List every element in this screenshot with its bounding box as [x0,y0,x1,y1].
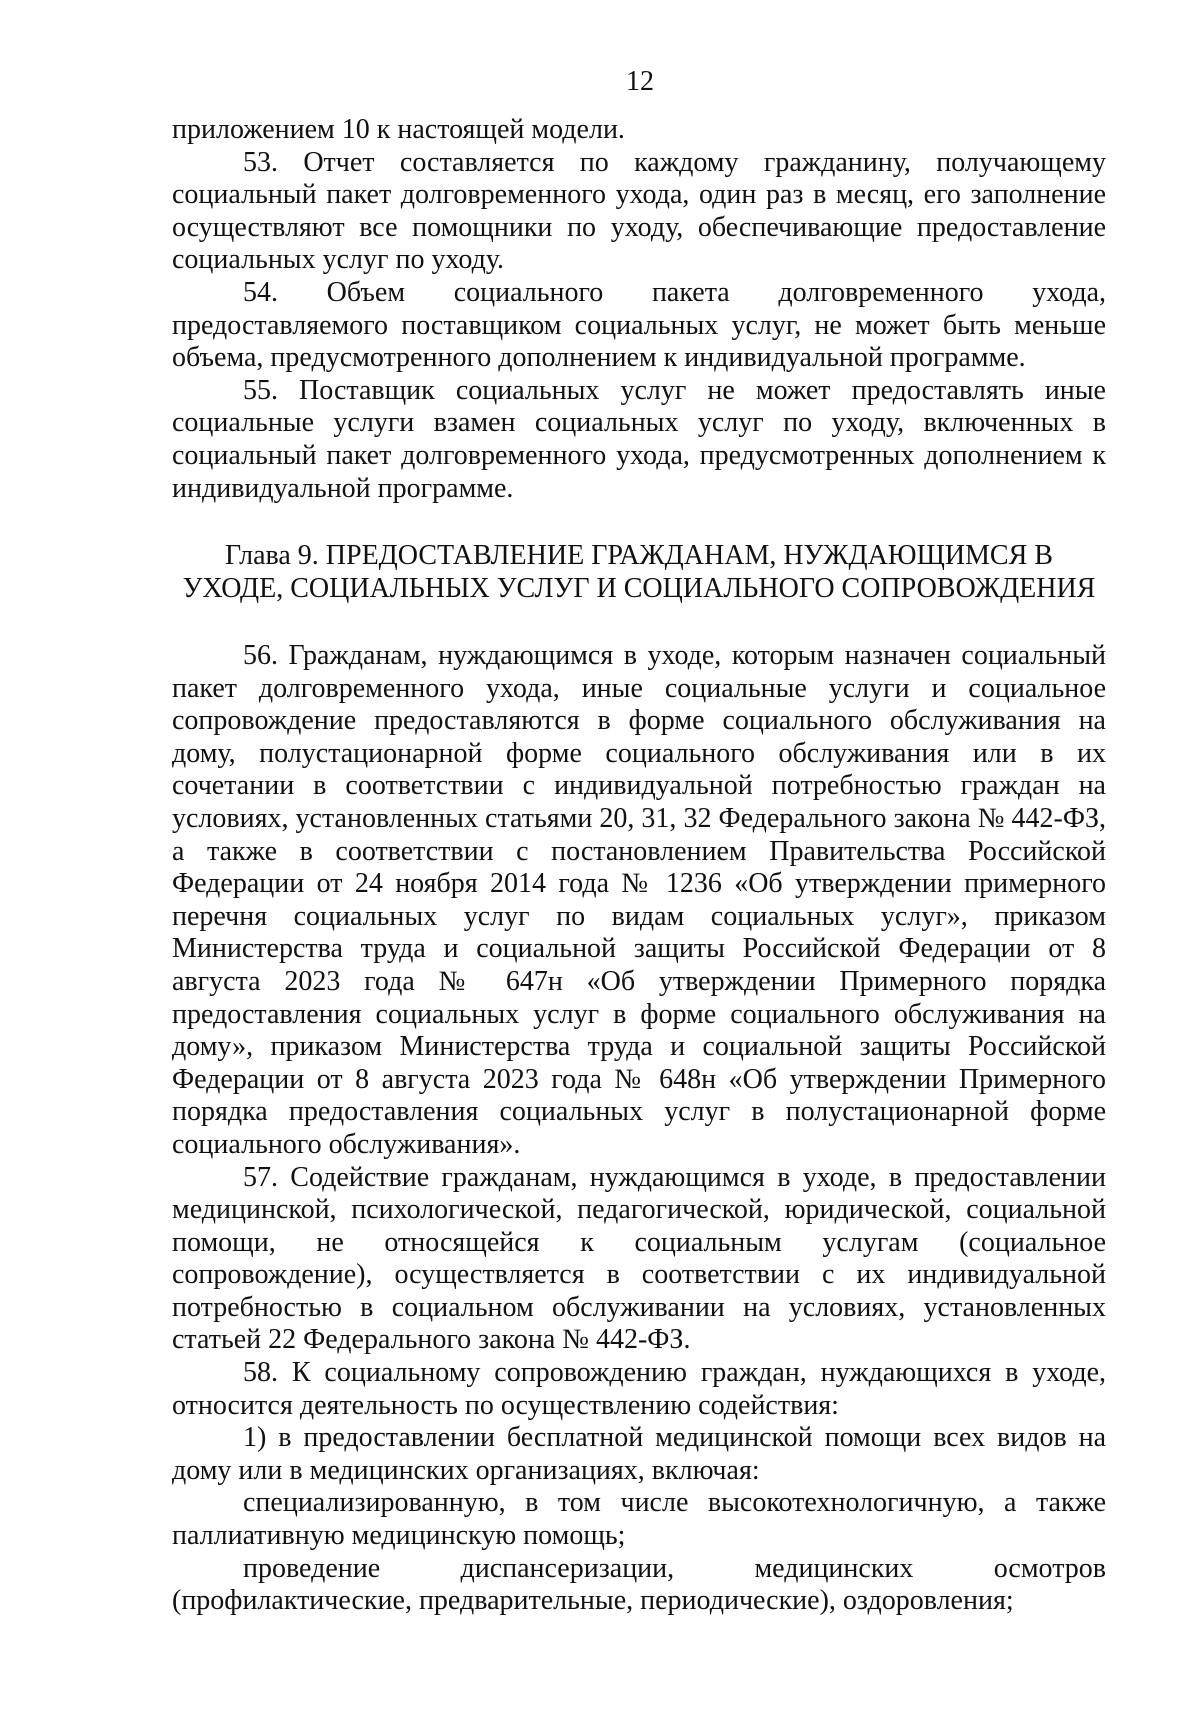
chapter-heading-line-1: Глава 9. ПРЕДОСТАВЛЕНИЕ ГРАЖДАНАМ, НУЖДАЮЩИМСЯ В [225,540,1053,571]
paragraph-57: 57. Содействие гражданам, нуждающимся в уходе, в предоставлении медицинской, психологической, педагогической, юридической, социальной помощи, не относящейся к социальным услугам (социальное сопровождение), осуществляется в соответствии с их индивидуальной потребностью в социальном обслуживании на условиях, установленных статьей 22 Федерального закона № 442-ФЗ. [172,1161,1106,1356]
paragraph-continuation: приложением 10 к настоящей модели. [172,114,625,145]
chapter-heading [172,540,1106,605]
paragraph-54: 54. Объем социального пакета долговременного ухода, предоставляемого поставщиком социальных услуг, не может быть меньше объема, предусмотренного дополнением к индивидуальной программе. [172,276,1106,374]
paragraph-58-item-1-b: проведение диспансеризации, медицинских осмотров (профилактические, предварительные, периодические), оздоровления; [172,1552,1106,1617]
page-number: 12 [626,66,654,97]
text-block-bottom [172,640,1106,1618]
chapter-heading-line-2: УХОДЕ, СОЦИАЛЬНЫХ УСЛУГ И СОЦИАЛЬНОГО СОПРОВОЖДЕНИЯ [182,572,1096,604]
text-block-top [172,114,1106,505]
paragraph-58-item-1-a: специализированную, в том числе высокотехнологичную, а также паллиативную медицинскую помощь; [172,1487,1106,1552]
paragraph-55: 55. Поставщик социальных услуг не может предоставлять иные социальные услуги взамен социальных услуг по уходу, включенных в социальный пакет долговременного ухода, предусмотренных дополнением к индивидуальной программе. [172,374,1106,504]
paragraph-56: 56. Гражданам, нуждающимся в уходе, которым назначен социальный пакет долговременного ухода, иные социальные услуги и социальное сопровождение предоставляются в форме социального обслуживания на дому, полустационарной форме социального обслуживания или в их сочетании в соответствии с индивидуальной потребностью граждан на условиях, установленных статьями 20, 31, 32 Федерального закона № 442-ФЗ, а также в соответствии с постановлением Правительства Российской Федерации от 24 ноября 2014 года № 1236 «Об утверждении примерного перечня социальных услуг по видам социальных услуг», приказом Министерства труда и социальной защиты Российской Федерации от 8 августа 2023 года № 647н «Об утверждении Примерного порядка предоставления социальных услуг в форме социального обслуживания на дому», приказом Министерства труда и социальной защиты Российской Федерации от 8 августа 2023 года № 648н «Об утверждении Примерного порядка предоставления социальных услуг в полустационарной форме социального обслуживания». [172,640,1106,1160]
paragraph-53: 53. Отчет составляется по каждому гражданину, получающему социальный пакет долговременного ухода, один раз в месяц, его заполнение осуществляют все помощники по уходу, обеспечивающие предоставление социальных услуг по уходу. [172,146,1106,276]
paragraph-58: 58. К социальному сопровождению граждан, нуждающихся в уходе, относится деятельность по осуществлению содействия: [172,1357,1106,1421]
paragraph-58-item-1: 1) в предоставлении бесплатной медицинской помощи всех видов на дому или в медицинских организациях, включая: [172,1422,1106,1486]
